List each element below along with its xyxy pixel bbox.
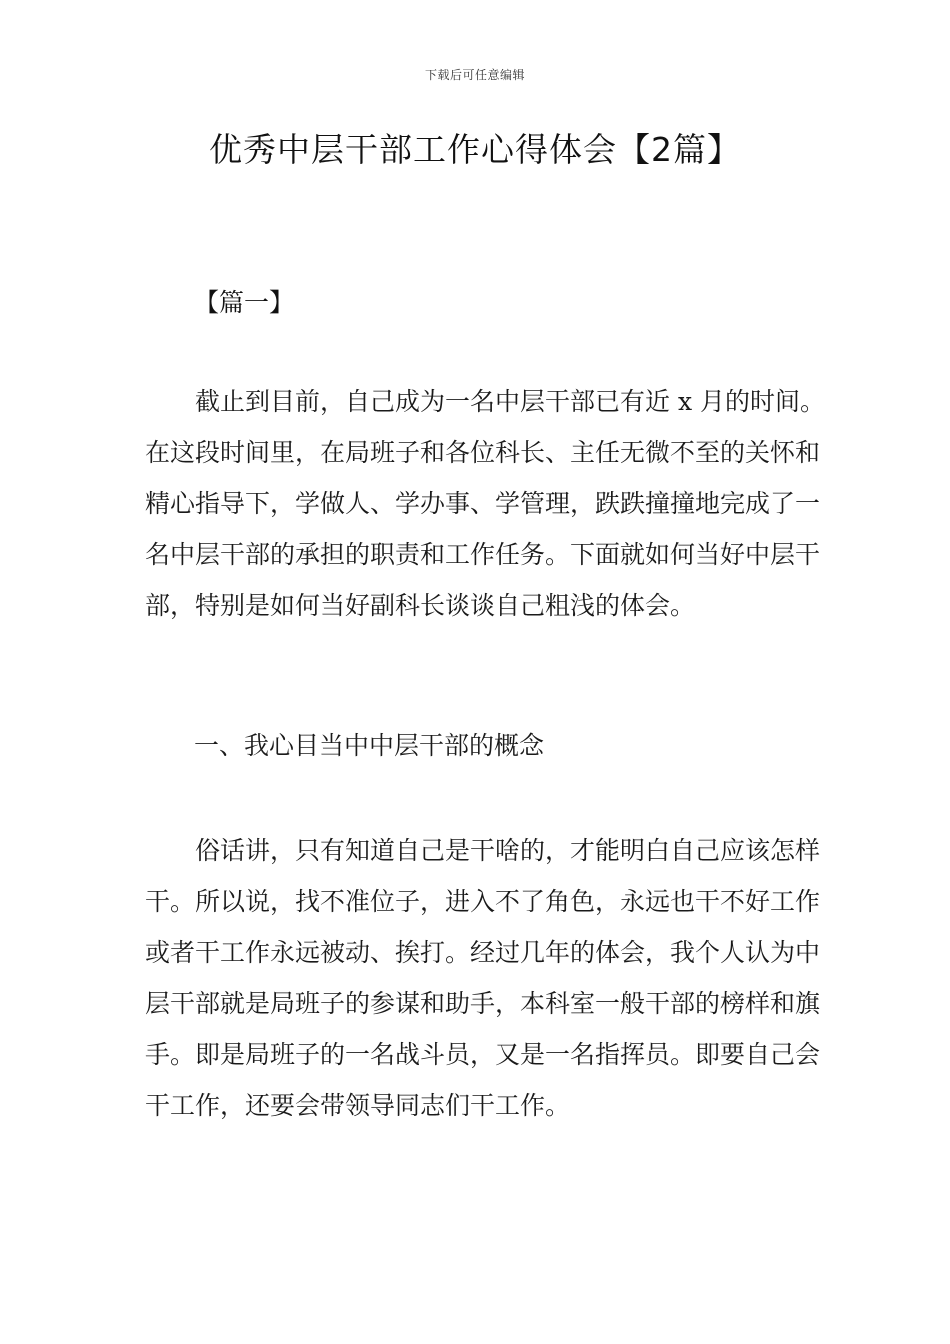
section-heading: 一、我心目当中中层干部的概念: [194, 731, 545, 760]
document-title: 优秀中层干部工作心得体会【2篇】: [209, 130, 741, 169]
header-note: 下载后可任意编辑: [424, 68, 525, 82]
section-label: 【篇一】: [194, 288, 295, 317]
paragraph-concept: 俗话讲，只有知道自己是干啥的，才能明白自己应该怎样干。所以说，找不准位子，进入不了角色，永远也干不好工作或者干工作永远被动、挨打。经过几年的体会，我个人认为中层干部就是局班子的参谋和助手，本科室一般干部的榜样和旗手。即是局班子的一名战斗员，又是一名指挥员。即要自己会干工作，还要会带领导同志们干工作。: [145, 836, 821, 1120]
paragraph-intro: 截止到目前，自己成为一名中层干部已有近 x 月的时间。在这段时间里，在局班子和各位科长、主任无微不至的关怀和精心指导下，学做人、学办事、学管理，跌跌撞撞地完成了一名中层干部的承担的职责和工作任务。下面就如何当好中层干部，特别是如何当好副科长谈谈自己粗浅的体会。: [145, 387, 825, 620]
